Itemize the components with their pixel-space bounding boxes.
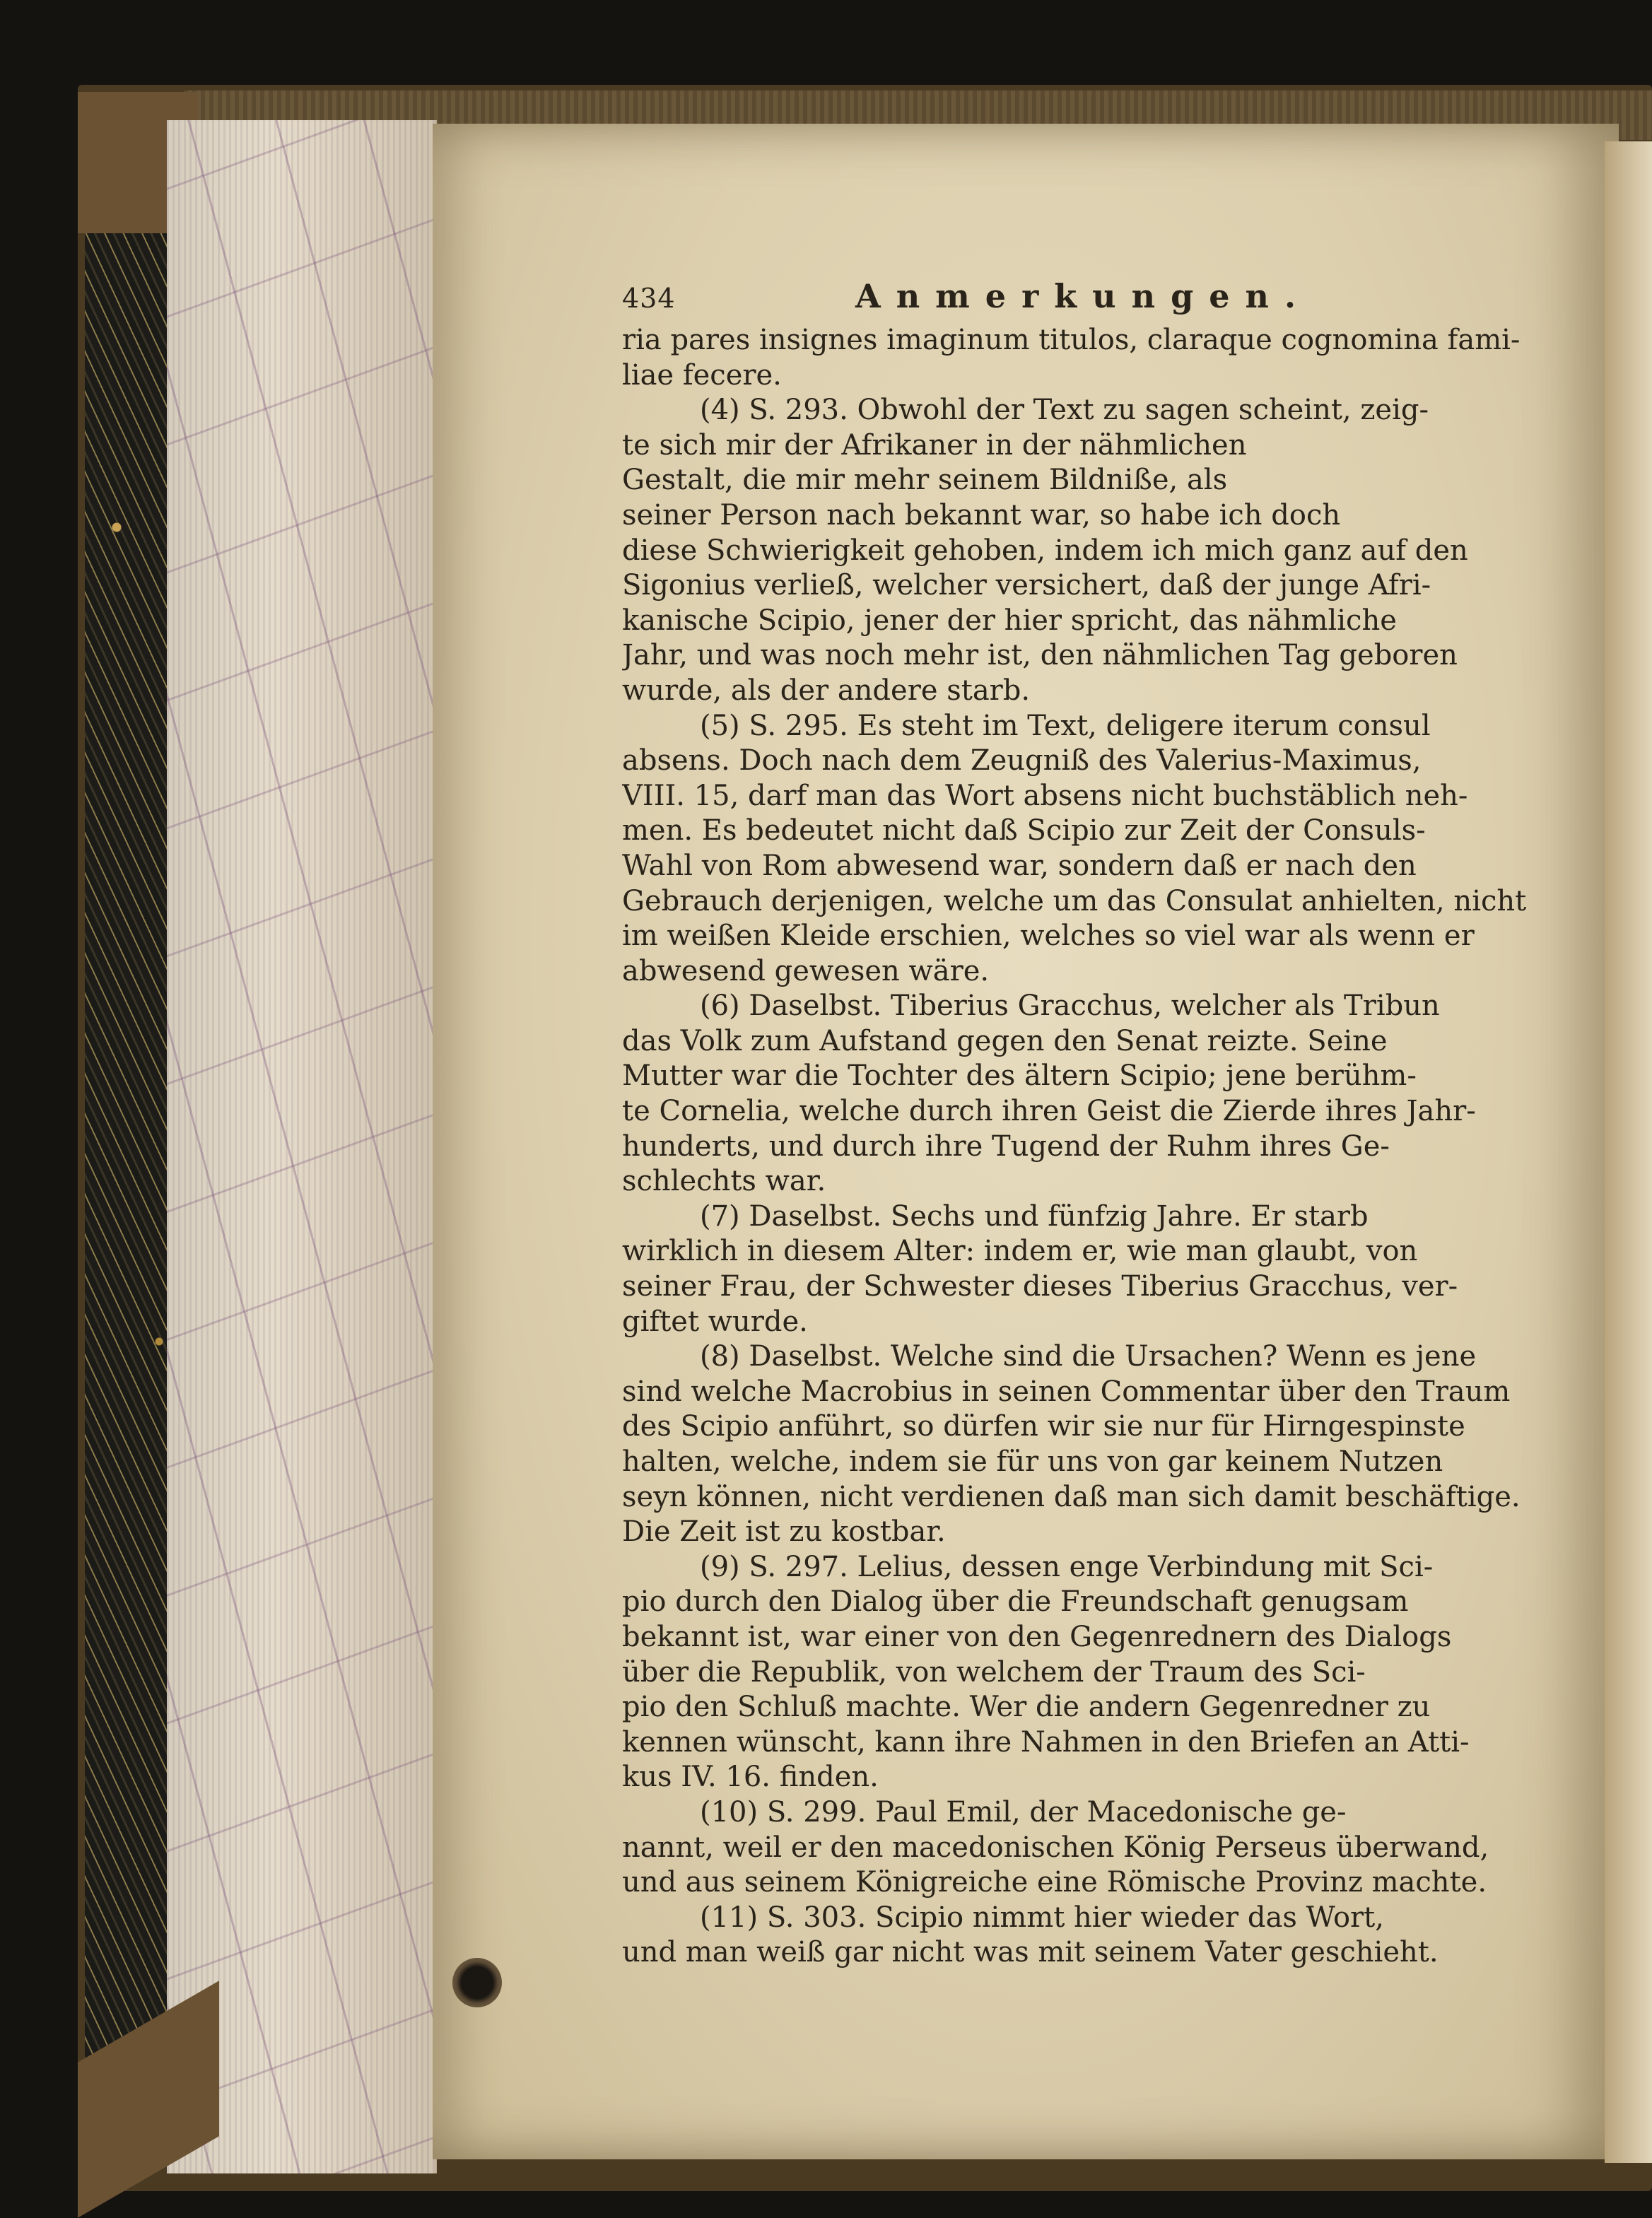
- text-line: und man weiß gar nicht was mit seinem Vater geschieht.: [622, 1936, 1439, 1969]
- text-line: hunderts, und durch ihre Tugend der Ruhm ihres Ge-: [622, 1129, 1390, 1163]
- text-line: sind welche Macrobius in seinen Commentar über den Traum: [622, 1375, 1511, 1408]
- text-line: seiner Person nach bekannt war, so habe ich doch: [622, 498, 1341, 532]
- text-line: halten, welche, indem sie für uns von gar keinem Nutzen: [622, 1445, 1443, 1478]
- page-gutter: [1605, 141, 1652, 2163]
- page-text: [622, 279, 1583, 1971]
- text-line: Jahr, und was noch mehr ist, den nähmlichen Tag geboren: [622, 639, 1458, 672]
- text-line: schlechts war.: [622, 1165, 826, 1198]
- text-line: wurde, als der andere starb.: [622, 674, 1031, 707]
- text-line: (10) S. 299. Paul Emil, der Macedonische ge-: [700, 1795, 1347, 1829]
- text-line: und aus seinem Königreiche eine Römische Provinz machte.: [622, 1866, 1487, 1899]
- text-line: men. Es bedeutet nicht daß Scipio zur Zeit der Consuls-: [622, 814, 1426, 847]
- text-line: VIII. 15, darf man das Wort absens nicht buchstäblich neh-: [622, 779, 1468, 812]
- text-line: Gestalt, die mir mehr seinem Bildniße, als: [622, 464, 1228, 497]
- text-line: (8) Daselbst. Welche sind die Ursachen? Wenn es jene: [700, 1340, 1477, 1373]
- text-line: ria pares insignes imaginum titulos, claraque cognomina fami-: [622, 324, 1521, 356]
- text-line: nannt, weil er den macedonischen König Perseus überwand,: [622, 1831, 1489, 1864]
- text-line: seiner Frau, der Schwester dieses Tiberius Gracchus, ver-: [622, 1270, 1458, 1303]
- text-line: Die Zeit ist zu kostbar.: [622, 1515, 946, 1549]
- text-lines: [622, 323, 1583, 1971]
- text-line: kanische Scipio, jener der hier spricht, das nähmliche: [622, 604, 1397, 637]
- text-line: des Scipio anführt, so dürfen wir sie nur für Hirngespinste: [622, 1410, 1465, 1443]
- text-line: diese Schwierigkeit gehoben, indem ich mich ganz auf den: [622, 534, 1468, 567]
- text-line: seyn können, nicht verdienen daß man sich damit beschäftige.: [622, 1480, 1521, 1513]
- text-line: giftet wurde.: [622, 1305, 808, 1338]
- marbled-edge-pattern: [167, 120, 435, 2173]
- text-line: Gebrauch derjenigen, welche um das Consulat anhielten, nicht: [622, 884, 1527, 917]
- page-header: [622, 279, 1583, 323]
- text-line: liae fecere.: [622, 358, 782, 392]
- text-line: bekannt ist, war einer von den Gegenrednern des Dialogs: [622, 1620, 1452, 1653]
- text-line: Wahl von Rom abwesend war, sondern daß er nach den: [622, 849, 1417, 882]
- text-line: das Volk zum Aufstand gegen den Senat reizte. Seine: [622, 1024, 1388, 1057]
- text-line: (7) Daselbst. Sechs und fünfzig Jahre. Er starb: [700, 1199, 1369, 1233]
- text-line: wirklich in diesem Alter: indem er, wie man glaubt, von: [622, 1235, 1418, 1268]
- text-line: Sigonius verließ, welcher versichert, daß der junge Afri-: [622, 569, 1431, 602]
- page-hole: [452, 1958, 502, 2007]
- text-line: absens. Doch nach dem Zeugniß des Valerius-Maximus,: [622, 744, 1422, 778]
- text-line: (4) S. 293. Obwohl der Text zu sagen scheint, zeig-: [700, 394, 1429, 427]
- text-line: kus IV. 16. finden.: [622, 1761, 879, 1794]
- text-line: (5) S. 295. Es steht im Text, deligere iterum consul: [700, 709, 1431, 742]
- text-line: über die Republik, von welchem der Traum des Sci-: [622, 1655, 1366, 1689]
- text-line: (6) Daselbst. Tiberius Gracchus, welcher als Tribun: [700, 990, 1440, 1023]
- text-line: pio den Schluß machte. Wer die andern Gegenredner zu: [622, 1691, 1431, 1724]
- running-head: Anmerkungen.: [855, 277, 1311, 315]
- page-stack-edge: [167, 120, 437, 2173]
- text-line: im weißen Kleide erschien, welches so viel war als wenn er: [622, 920, 1475, 953]
- text-line: (9) S. 297. Lelius, dessen enge Verbindung mit Sci-: [700, 1550, 1434, 1583]
- text-line: kennen wünscht, kann ihre Nahmen in den Briefen an Atti-: [622, 1725, 1470, 1759]
- text-line: (11) S. 303. Scipio nimmt hier wieder das Wort,: [700, 1901, 1384, 1934]
- text-line: Mutter war die Tochter des ältern Scipio; jene berühm-: [622, 1060, 1417, 1093]
- text-line: te Cornelia, welche durch ihren Geist die Zierde ihres Jahr-: [622, 1095, 1476, 1128]
- text-line: pio durch den Dialog über die Freundschaft genugsam: [622, 1585, 1409, 1619]
- page-number: 434: [622, 283, 676, 314]
- text-line: te sich mir der Afrikaner in der nähmlichen: [622, 428, 1247, 462]
- text-line: abwesend gewesen wäre.: [622, 954, 990, 987]
